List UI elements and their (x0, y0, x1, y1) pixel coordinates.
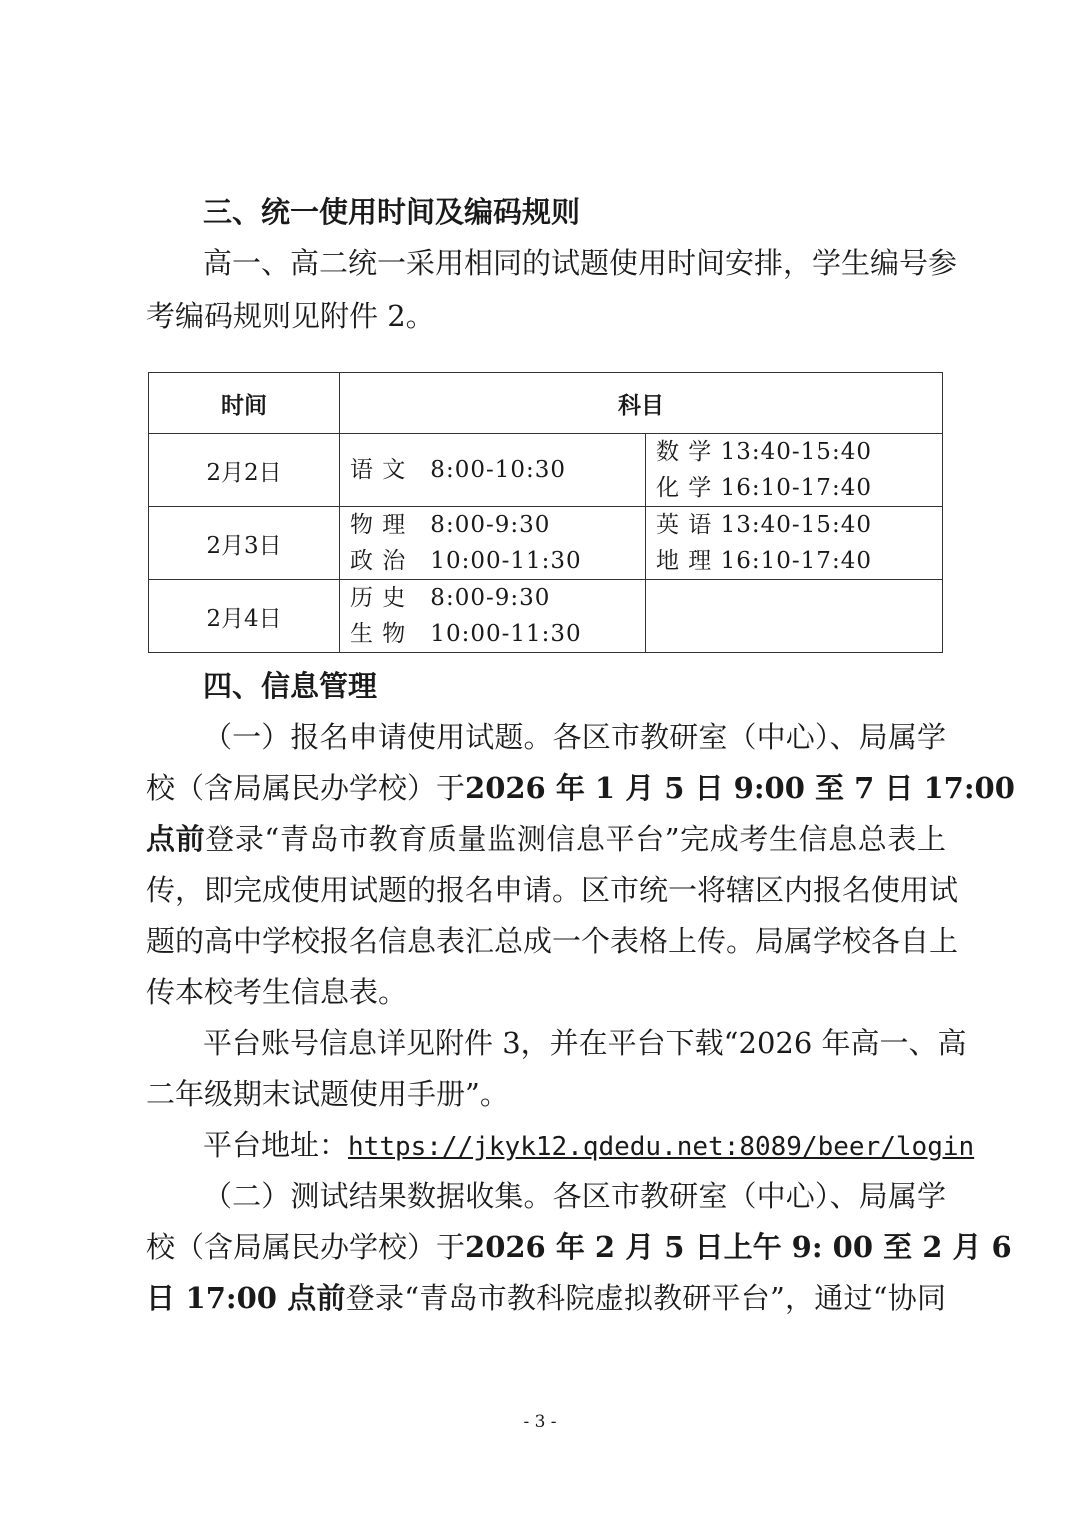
p1-line-3 (146, 819, 946, 859)
p1-line-4: 传，即完成使用试题的报名申请。区市统一将辖区内报名使用试 (146, 873, 959, 907)
p1-line-3-text: 登录“青岛市教育质量监测信息平台”完成考生信息总表上 (205, 822, 946, 856)
platform-address-line (203, 1125, 975, 1167)
p4-deadline: 日 17:00 点前 (146, 1281, 346, 1315)
p1-line-6: 传本校考生信息表。 (146, 975, 408, 1009)
morning-subjects-cell (340, 434, 646, 507)
subject-entry: 历 史 8:00-9:30 (350, 585, 551, 611)
p4-collection-period: 2026 年 2 月 5 日上午 9: 00 至 2 月 6 (465, 1230, 1012, 1264)
morning-subjects-cell (340, 580, 646, 653)
table-row (149, 507, 943, 580)
p1-line-2-text: 校（含局属民办学校）于 (146, 771, 466, 805)
afternoon-subjects-cell (646, 580, 943, 653)
subject-entry: 物 理 8:00-9:30 (350, 512, 551, 538)
subject-entry: 政 治 10:00-11:30 (350, 548, 582, 574)
date-cell: 2月2日 (149, 434, 340, 507)
subject-entry: 生 物 10:00-11:30 (350, 621, 582, 647)
p4-line-2-text: 校（含局属民办学校）于 (146, 1230, 466, 1264)
date-cell: 2月3日 (149, 507, 340, 580)
subject-entry: 数 学 13:40-15:40 (656, 439, 872, 465)
p1-registration-period: 2026 年 1 月 5 日 9:00 至 7 日 17:00 (465, 771, 1015, 805)
table-row (149, 434, 943, 507)
p1-deadline-suffix: 点前 (146, 822, 206, 856)
p4-line-1: （二）测试结果数据收集。各区市教研室（中心）、局属学 (203, 1179, 946, 1213)
p1-line-2 (146, 768, 1015, 808)
section-3-heading: 三、统一使用时间及编码规则 (203, 195, 581, 229)
table-header-row (149, 373, 943, 434)
p1-line-1: （一）报名申请使用试题。各区市教研室（中心）、局属学 (203, 720, 946, 754)
p1-line-5: 题的高中学校报名信息表汇总成一个表格上传。局属学校各自上 (146, 924, 959, 958)
page-number: - 3 - (523, 1412, 557, 1432)
subject-entry: 语 文 8:00-10:30 (350, 457, 567, 483)
section-3-para-line-1: 高一、高二统一采用相同的试题使用时间安排，学生编号参 (203, 246, 958, 280)
date-cell: 2月4日 (149, 580, 340, 653)
schedule-table (148, 372, 943, 653)
section-4-heading: 四、信息管理 (203, 669, 378, 703)
header-subject: 科目 (340, 373, 943, 434)
subject-entry: 英 语 13:40-15:40 (656, 512, 872, 538)
platform-url-link[interactable]: https://jkyk12.qdedu.net:8089/beer/login (348, 1132, 975, 1162)
p2-line-1: 平台账号信息详见附件 3，并在平台下载“2026 年高一、高 (203, 1026, 967, 1060)
subject-entry: 化 学 16:10-17:40 (656, 475, 872, 501)
subject-entry: 地 理 16:10-17:40 (656, 548, 872, 574)
afternoon-subjects-cell (646, 434, 943, 507)
p2-line-2: 二年级期末试题使用手册”。 (146, 1077, 509, 1111)
p4-line-3-text: 登录“青岛市教科院虚拟教研平台”，通过“协同 (345, 1281, 946, 1315)
table-row (149, 580, 943, 653)
header-time: 时间 (149, 373, 340, 434)
morning-subjects-cell (340, 507, 646, 580)
p4-line-3 (146, 1278, 946, 1318)
platform-address-label: 平台地址： (203, 1128, 349, 1162)
p4-line-2 (146, 1227, 1012, 1267)
afternoon-subjects-cell (646, 507, 943, 580)
section-3-para-line-2: 考编码规则见附件 2。 (146, 299, 435, 333)
